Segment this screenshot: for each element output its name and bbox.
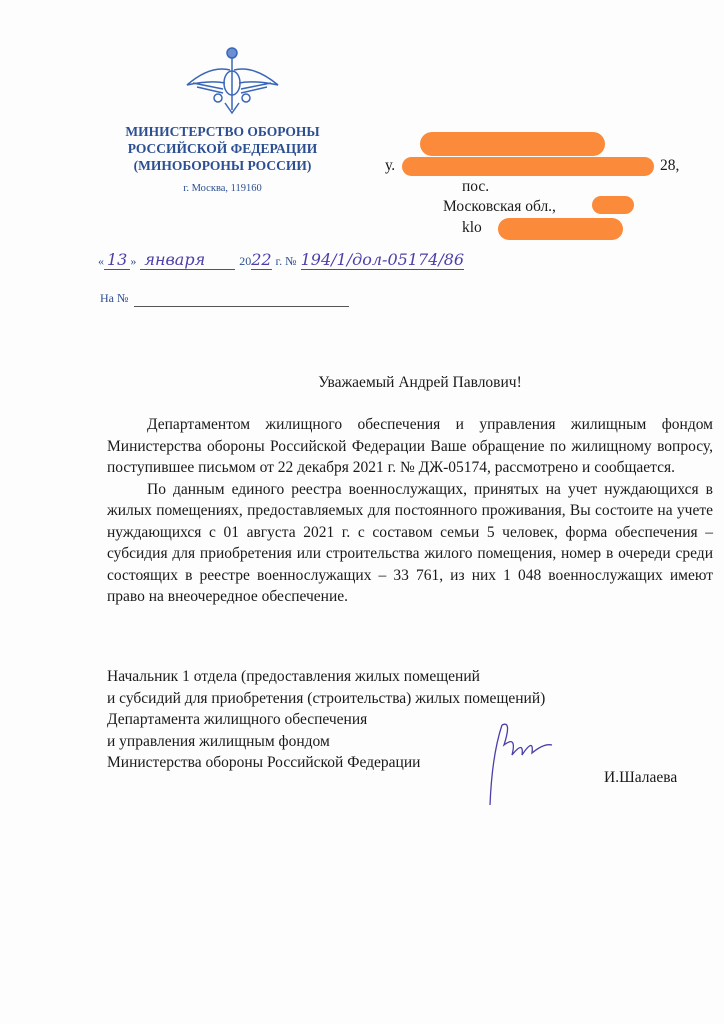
recipient-line: Московская обл., [443,198,556,215]
paragraph: Департаментом жилищного обеспечения и управления жилищным фондом Министерства обороны Российской Федерации Ваше обращение по жилищному вопросу, поступившее письмом от 22 декабря 2021 г. № ДЖ-05174, рассмотрено и сообщается. [107,416,713,476]
signatory-name: И.Шалаева [604,769,678,786]
document-number: 194/1/дол-05174/86 [300,250,465,269]
letterhead-title [100,123,345,174]
handwritten-signature [482,715,562,810]
date-month: января [140,250,235,270]
letterhead-city: г. Москва, 119160 [183,183,262,194]
year-prefix: 20 [239,254,252,268]
letter-body [107,414,713,608]
redaction-mark [420,132,605,156]
date-year: 22 [251,250,272,269]
redaction-mark [592,196,634,214]
letterhead-line: РОССИЙСКОЙ ФЕДЕРАЦИИ [127,141,318,156]
redaction-mark [498,218,623,240]
greeting: Уважаемый Андрей Павлович! [318,374,522,391]
signature-line: Министерства обороны Российской Федерации [107,754,421,771]
signature-line: и субсидий для приобретения (строительства) жилых помещений) [107,689,546,707]
ministry-emblem-icon [185,45,280,115]
recipient-line: у. [385,157,396,174]
recipient-line: klo [462,219,482,236]
number-label: г. № [275,254,297,268]
paragraph: По данным единого реестра военнослужащих, принятых на учет нуждающихся в жилых помещениях, предоставляемых для постоянного проживания, Вы состоите на учете нуждающихся с 01 августа 2021 г. с составом семьи 5 человек, форма обеспечения – субсидия для приобретения или строительства жилого помещения, номер в очереди среди состоящих в реестре военнослужащих – 33 761, из них 1 048 военнослужащих имеют право на внеочередное обеспечение. [107,480,713,605]
date-day: 13 [104,250,130,270]
letterhead-line: МИНИСТЕРСТВО ОБОРОНЫ [125,124,320,139]
reply-ref-line [134,306,349,307]
date-line [98,250,464,270]
signature-block [107,666,545,774]
signature-line: Департамента жилищного обеспечения [107,711,368,728]
reply-ref-label: На № [100,291,129,305]
quote: « [98,254,104,268]
recipient-line: пос. [462,178,490,195]
recipient-line: 28, [660,157,680,174]
quote: » [130,254,137,268]
letterhead-line: (МИНОБОРОНЫ РОССИИ) [133,158,312,173]
signature-line: и управления жилищным фондом [107,732,330,750]
redaction-mark [402,157,654,176]
signature-line: Начальник 1 отдела (предоставления жилых помещений [107,668,480,685]
